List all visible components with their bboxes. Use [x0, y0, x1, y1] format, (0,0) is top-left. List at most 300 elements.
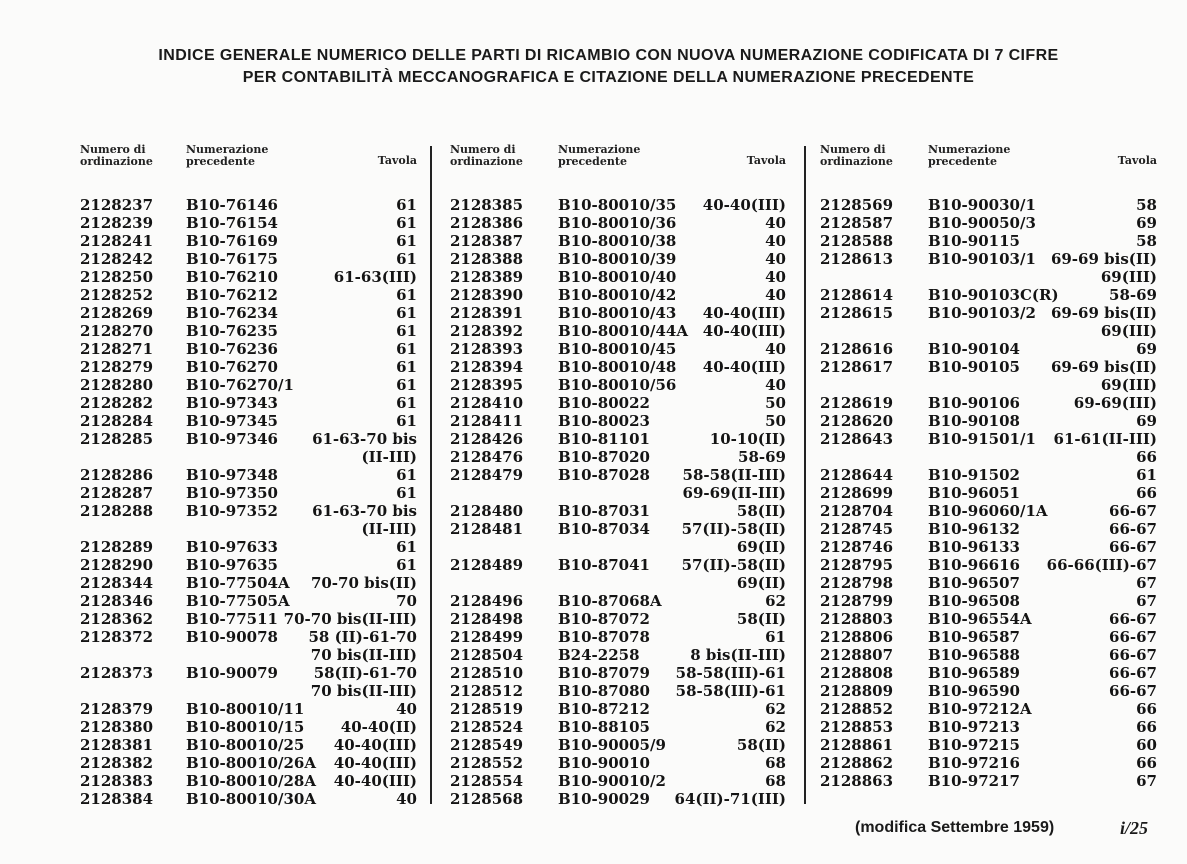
previous-number: B10-80010/26A: [186, 754, 316, 772]
table-row: [820, 628, 1157, 646]
table-row: [80, 556, 417, 574]
table-reference: 61-63-70 bis: [312, 430, 417, 448]
table-row: [80, 340, 417, 358]
previous-number: B10-87068A: [558, 592, 662, 610]
order-number: 2128384: [80, 790, 154, 808]
table-reference: 40-40(III): [333, 736, 417, 754]
order-number: 2128554: [450, 772, 524, 790]
table-reference: 40: [765, 286, 786, 304]
previous-number: B10-80010/39: [558, 250, 677, 268]
order-number: 2128373: [80, 664, 154, 682]
table-row: [450, 196, 786, 214]
previous-number: B10-87031: [558, 502, 650, 520]
previous-number: B10-90029: [558, 790, 650, 808]
table-reference: 40: [765, 268, 786, 286]
previous-number: B10-80010/38: [558, 232, 677, 250]
table-row: [450, 466, 786, 484]
previous-number: B10-76270: [186, 358, 278, 376]
order-number: 2128806: [820, 628, 894, 646]
previous-number: B10-76210: [186, 268, 278, 286]
previous-number: B10-76175: [186, 250, 278, 268]
previous-number: B10-87212: [558, 700, 650, 718]
previous-number: B10-76235: [186, 322, 278, 340]
order-number: 2128392: [450, 322, 524, 340]
table-row: [80, 718, 417, 736]
previous-number: B10-97348: [186, 466, 278, 484]
header-order-number-line2: ordinazione: [450, 155, 523, 168]
order-number: 2128344: [80, 574, 154, 592]
order-number: 2128285: [80, 430, 154, 448]
table-reference: 69-69(II-III): [682, 484, 786, 502]
order-number: 2128387: [450, 232, 524, 250]
table-row: [450, 250, 786, 268]
table-reference: 67: [1136, 592, 1157, 610]
order-number: 2128410: [450, 394, 524, 412]
order-number: 2128395: [450, 376, 524, 394]
table-reference: 61: [396, 538, 417, 556]
table-reference: 66: [1136, 718, 1157, 736]
previous-number: B10-87079: [558, 664, 650, 682]
index-column-1: [80, 143, 417, 808]
table-reference: 61: [396, 484, 417, 502]
previous-number: B10-80010/56: [558, 376, 677, 394]
table-reference: 61: [396, 376, 417, 394]
previous-number: B10-90010: [558, 754, 650, 772]
previous-number: B10-90106: [928, 394, 1020, 412]
table-row: [80, 466, 417, 484]
previous-number: B10-97633: [186, 538, 278, 556]
table-row: [450, 754, 786, 772]
previous-number: B10-96590: [928, 682, 1020, 700]
previous-number: B10-96508: [928, 592, 1020, 610]
order-number: 2128613: [820, 250, 894, 268]
table-row: [450, 376, 786, 394]
order-number: 2128510: [450, 664, 524, 682]
previous-number: B10-76270/1: [186, 376, 294, 394]
order-number: 2128512: [450, 682, 524, 700]
table-row: [820, 358, 1157, 376]
order-number: 2128386: [450, 214, 524, 232]
table-row: [80, 790, 417, 808]
previous-number: B10-97213: [928, 718, 1020, 736]
table-reference: 66-67: [1109, 646, 1157, 664]
table-row: [450, 322, 786, 340]
previous-number: B10-80010/42: [558, 286, 677, 304]
previous-number: B10-91502: [928, 466, 1020, 484]
table-row: [820, 412, 1157, 430]
table-row: [820, 232, 1157, 250]
table-row: [450, 286, 786, 304]
table-row: [80, 682, 417, 700]
table-reference: 58(II): [736, 610, 786, 628]
table-row: [450, 358, 786, 376]
order-number: 2128620: [820, 412, 894, 430]
order-number: 2128552: [450, 754, 524, 772]
header-order-number-line1: Numero di: [820, 143, 886, 156]
column-header: [80, 144, 417, 174]
table-reference: 66-67: [1109, 628, 1157, 646]
previous-number: B10-76146: [186, 196, 278, 214]
table-row: [450, 646, 786, 664]
table-reference: 61: [396, 232, 417, 250]
order-number: 2128704: [820, 502, 894, 520]
order-number: 2128476: [450, 448, 524, 466]
table-row: [820, 664, 1157, 682]
header-previous-number-line1: Numerazione: [558, 143, 641, 156]
order-number: 2128616: [820, 340, 894, 358]
table-reference: 69(III): [1100, 376, 1157, 394]
order-number: 2128284: [80, 412, 154, 430]
order-number: 2128643: [820, 430, 894, 448]
order-number: 2128644: [820, 466, 894, 484]
previous-number: B10-80010/44A: [558, 322, 688, 340]
table-row: [450, 736, 786, 754]
header-previous-number: [186, 144, 268, 168]
table-reference: 69: [1136, 214, 1157, 232]
table-reference: (II-III): [361, 448, 417, 466]
previous-number: B10-87078: [558, 628, 650, 646]
order-number: 2128394: [450, 358, 524, 376]
table-reference: 40-40(III): [702, 196, 786, 214]
table-reference: 62: [765, 718, 786, 736]
order-number: 2128479: [450, 466, 524, 484]
order-number: 2128382: [80, 754, 154, 772]
table-reference: 58-58(III)-61: [675, 682, 786, 700]
header-previous-number: [558, 144, 640, 168]
table-row: [450, 628, 786, 646]
order-number: 2128279: [80, 358, 154, 376]
previous-number: B10-87041: [558, 556, 650, 574]
table-reference: 69(II): [736, 538, 786, 556]
table-reference: 58(II): [736, 502, 786, 520]
order-number: 2128504: [450, 646, 524, 664]
previous-number: B10-80022: [558, 394, 650, 412]
previous-number: B10-80010/35: [558, 196, 677, 214]
table-row: [820, 394, 1157, 412]
previous-number: B10-76212: [186, 286, 278, 304]
table-reference: 40: [396, 700, 417, 718]
index-rows: [820, 196, 1157, 790]
previous-number: B10-80010/15: [186, 718, 305, 736]
title-line-1: INDICE GENERALE NUMERICO DELLE PARTI DI RICAMBIO CON NUOVA NUMERAZIONE CODIFICATA DI 7 CIFRE: [158, 47, 1059, 64]
previous-number: B10-91501/1: [928, 430, 1036, 448]
previous-number: B10-97217: [928, 772, 1020, 790]
table-reference: 61: [396, 196, 417, 214]
table-row: [80, 628, 417, 646]
table-row: [820, 268, 1157, 286]
order-number: 2128861: [820, 736, 894, 754]
column-separator: [804, 146, 806, 804]
previous-number: B10-90010/2: [558, 772, 666, 790]
previous-number: B10-90030/1: [928, 196, 1036, 214]
table-reference: 66-67: [1109, 664, 1157, 682]
order-number: 2128241: [80, 232, 154, 250]
order-number: 2128619: [820, 394, 894, 412]
table-row: [80, 304, 417, 322]
table-row: [450, 484, 786, 502]
previous-number: B10-90103/2: [928, 304, 1036, 322]
table-row: [820, 466, 1157, 484]
table-reference: 69: [1136, 412, 1157, 430]
header-table: Tavola: [377, 154, 417, 167]
header-previous-number: [928, 144, 1010, 168]
previous-number: B10-80010/36: [558, 214, 677, 232]
table-reference: (II-III): [361, 520, 417, 538]
table-reference: 61: [1136, 466, 1157, 484]
table-reference: 69(III): [1100, 268, 1157, 286]
table-reference: 68: [765, 754, 786, 772]
table-reference: 57(II)-58(II): [681, 520, 786, 538]
previous-number: B10-81101: [558, 430, 650, 448]
previous-number: B10-97352: [186, 502, 278, 520]
table-row: [80, 412, 417, 430]
table-reference: 57(II)-58(II): [681, 556, 786, 574]
table-row: [820, 322, 1157, 340]
table-row: [450, 232, 786, 250]
header-previous-number-line2: precedente: [186, 155, 255, 168]
table-reference: 62: [765, 592, 786, 610]
table-reference: 68: [765, 772, 786, 790]
table-row: [820, 196, 1157, 214]
order-number: 2128809: [820, 682, 894, 700]
header-previous-number-line2: precedente: [558, 155, 627, 168]
table-reference: 58 (II)-61-70: [308, 628, 417, 646]
previous-number: B10-76234: [186, 304, 278, 322]
previous-number: B10-96060/1A: [928, 502, 1048, 520]
table-reference: 40: [765, 214, 786, 232]
table-row: [450, 790, 786, 808]
table-reference: 66: [1136, 700, 1157, 718]
table-row: [450, 394, 786, 412]
table-row: [820, 448, 1157, 466]
order-number: 2128389: [450, 268, 524, 286]
order-number: 2128588: [820, 232, 894, 250]
table-row: [450, 502, 786, 520]
order-number: 2128286: [80, 466, 154, 484]
table-row: [820, 718, 1157, 736]
table-row: [80, 286, 417, 304]
table-reference: 70 bis(II-III): [310, 682, 417, 700]
table-row: [450, 610, 786, 628]
table-row: [450, 268, 786, 286]
previous-number: B10-80010/25: [186, 736, 305, 754]
table-row: [80, 214, 417, 232]
order-number: 2128287: [80, 484, 154, 502]
table-row: [820, 700, 1157, 718]
column-header: [820, 144, 1157, 174]
order-number: 2128362: [80, 610, 154, 628]
table-row: [820, 610, 1157, 628]
index-column-2: [450, 143, 786, 808]
table-reference: 10-10(II): [709, 430, 786, 448]
order-number: 2128615: [820, 304, 894, 322]
previous-number: B10-96587: [928, 628, 1020, 646]
previous-number: B10-90079: [186, 664, 278, 682]
order-number: 2128617: [820, 358, 894, 376]
table-reference: 62: [765, 700, 786, 718]
previous-number: B10-96051: [928, 484, 1020, 502]
order-number: 2128853: [820, 718, 894, 736]
index-rows: [80, 196, 417, 808]
table-row: [820, 214, 1157, 232]
table-row: [80, 232, 417, 250]
table-row: [820, 574, 1157, 592]
order-number: 2128271: [80, 340, 154, 358]
table-row: [80, 538, 417, 556]
table-row: [820, 430, 1157, 448]
table-row: [450, 556, 786, 574]
table-row: [820, 340, 1157, 358]
table-reference: 70 bis(II-III): [310, 646, 417, 664]
previous-number: B10-77505A: [186, 592, 290, 610]
header-order-number-line1: Numero di: [80, 143, 146, 156]
table-row: [820, 484, 1157, 502]
previous-number: B10-87072: [558, 610, 650, 628]
revision-note: (modifica Settembre 1959): [855, 819, 1055, 836]
table-reference: 40: [765, 376, 786, 394]
table-reference: 70-70 bis(II-III): [283, 610, 417, 628]
table-reference: 61-63-70 bis: [312, 502, 417, 520]
previous-number: B10-97346: [186, 430, 278, 448]
table-reference: 66-67: [1109, 610, 1157, 628]
table-row: [820, 502, 1157, 520]
order-number: 2128381: [80, 736, 154, 754]
previous-number: B10-90078: [186, 628, 278, 646]
table-row: [80, 610, 417, 628]
table-reference: 61: [396, 412, 417, 430]
header-order-number: [450, 144, 523, 168]
table-reference: 67: [1136, 772, 1157, 790]
order-number: 2128519: [450, 700, 524, 718]
order-number: 2128496: [450, 592, 524, 610]
table-reference: 70: [396, 592, 417, 610]
table-reference: 60: [1136, 736, 1157, 754]
table-reference: 58(II): [736, 736, 786, 754]
table-reference: 40: [396, 790, 417, 808]
order-number: 2128383: [80, 772, 154, 790]
order-number: 2128280: [80, 376, 154, 394]
order-number: 2128807: [820, 646, 894, 664]
table-reference: 61: [396, 322, 417, 340]
order-number: 2128699: [820, 484, 894, 502]
order-number: 2128480: [450, 502, 524, 520]
header-previous-number-line2: precedente: [928, 155, 997, 168]
table-row: [820, 538, 1157, 556]
order-number: 2128524: [450, 718, 524, 736]
previous-number: B10-90104: [928, 340, 1020, 358]
column-separator: [430, 146, 432, 804]
table-reference: 58-69: [1109, 286, 1157, 304]
order-number: 2128385: [450, 196, 524, 214]
table-reference: 58-69: [738, 448, 786, 466]
table-reference: 61: [396, 304, 417, 322]
previous-number: B10-97635: [186, 556, 278, 574]
table-reference: 66: [1136, 484, 1157, 502]
table-reference: 8 bis(II-III): [690, 646, 786, 664]
table-row: [450, 520, 786, 538]
order-number: 2128252: [80, 286, 154, 304]
table-row: [450, 682, 786, 700]
table-row: [80, 754, 417, 772]
order-number: 2128798: [820, 574, 894, 592]
table-reference: 64(II)-71(III): [674, 790, 786, 808]
header-table: Tavola: [1117, 154, 1157, 167]
table-reference: 58-58(II-III): [682, 466, 786, 484]
order-number: 2128587: [820, 214, 894, 232]
order-number: 2128569: [820, 196, 894, 214]
order-number: 2128242: [80, 250, 154, 268]
table-row: [80, 592, 417, 610]
previous-number: B24-2258: [558, 646, 640, 664]
previous-number: B10-96588: [928, 646, 1020, 664]
table-reference: 40-40(III): [702, 358, 786, 376]
previous-number: B10-97216: [928, 754, 1020, 772]
previous-number: B10-76154: [186, 214, 278, 232]
table-reference: 66: [1136, 754, 1157, 772]
order-number: 2128282: [80, 394, 154, 412]
previous-number: B10-80023: [558, 412, 650, 430]
table-reference: 66-67: [1109, 502, 1157, 520]
order-number: 2128489: [450, 556, 524, 574]
table-reference: 69-69(III): [1073, 394, 1157, 412]
table-reference: 61: [396, 250, 417, 268]
previous-number: B10-97212A: [928, 700, 1032, 718]
order-number: 2128499: [450, 628, 524, 646]
order-number: 2128237: [80, 196, 154, 214]
table-row: [450, 214, 786, 232]
previous-number: B10-90103C(R): [928, 286, 1059, 304]
previous-number: B10-90105: [928, 358, 1020, 376]
order-number: 2128289: [80, 538, 154, 556]
order-number: 2128372: [80, 628, 154, 646]
table-row: [80, 196, 417, 214]
order-number: 2128239: [80, 214, 154, 232]
previous-number: B10-76169: [186, 232, 278, 250]
header-order-number-line1: Numero di: [450, 143, 516, 156]
order-number: 2128746: [820, 538, 894, 556]
previous-number: B10-96133: [928, 538, 1020, 556]
table-row: [80, 376, 417, 394]
column-header: [450, 144, 786, 174]
table-reference: 69-69 bis(II): [1050, 304, 1157, 322]
previous-number: B10-90108: [928, 412, 1020, 430]
table-row: [450, 772, 786, 790]
table-row: [80, 430, 417, 448]
table-reference: 66-66(III)-67: [1046, 556, 1157, 574]
table-row: [450, 430, 786, 448]
index-column-3: [820, 143, 1157, 790]
table-row: [450, 574, 786, 592]
table-reference: 69-69 bis(II): [1050, 250, 1157, 268]
order-number: 2128393: [450, 340, 524, 358]
table-reference: 66-67: [1109, 520, 1157, 538]
index-rows: [450, 196, 786, 808]
table-row: [450, 340, 786, 358]
table-row: [450, 718, 786, 736]
order-number: 2128852: [820, 700, 894, 718]
table-row: [80, 772, 417, 790]
previous-number: B10-96589: [928, 664, 1020, 682]
table-row: [820, 250, 1157, 268]
order-number: 2128391: [450, 304, 524, 322]
table-reference: 61-61(II-III): [1053, 430, 1157, 448]
previous-number: B10-96507: [928, 574, 1020, 592]
table-reference: 50: [765, 412, 786, 430]
table-reference: 61: [396, 214, 417, 232]
table-row: [820, 682, 1157, 700]
table-reference: 40: [765, 232, 786, 250]
previous-number: B10-80010/40: [558, 268, 677, 286]
